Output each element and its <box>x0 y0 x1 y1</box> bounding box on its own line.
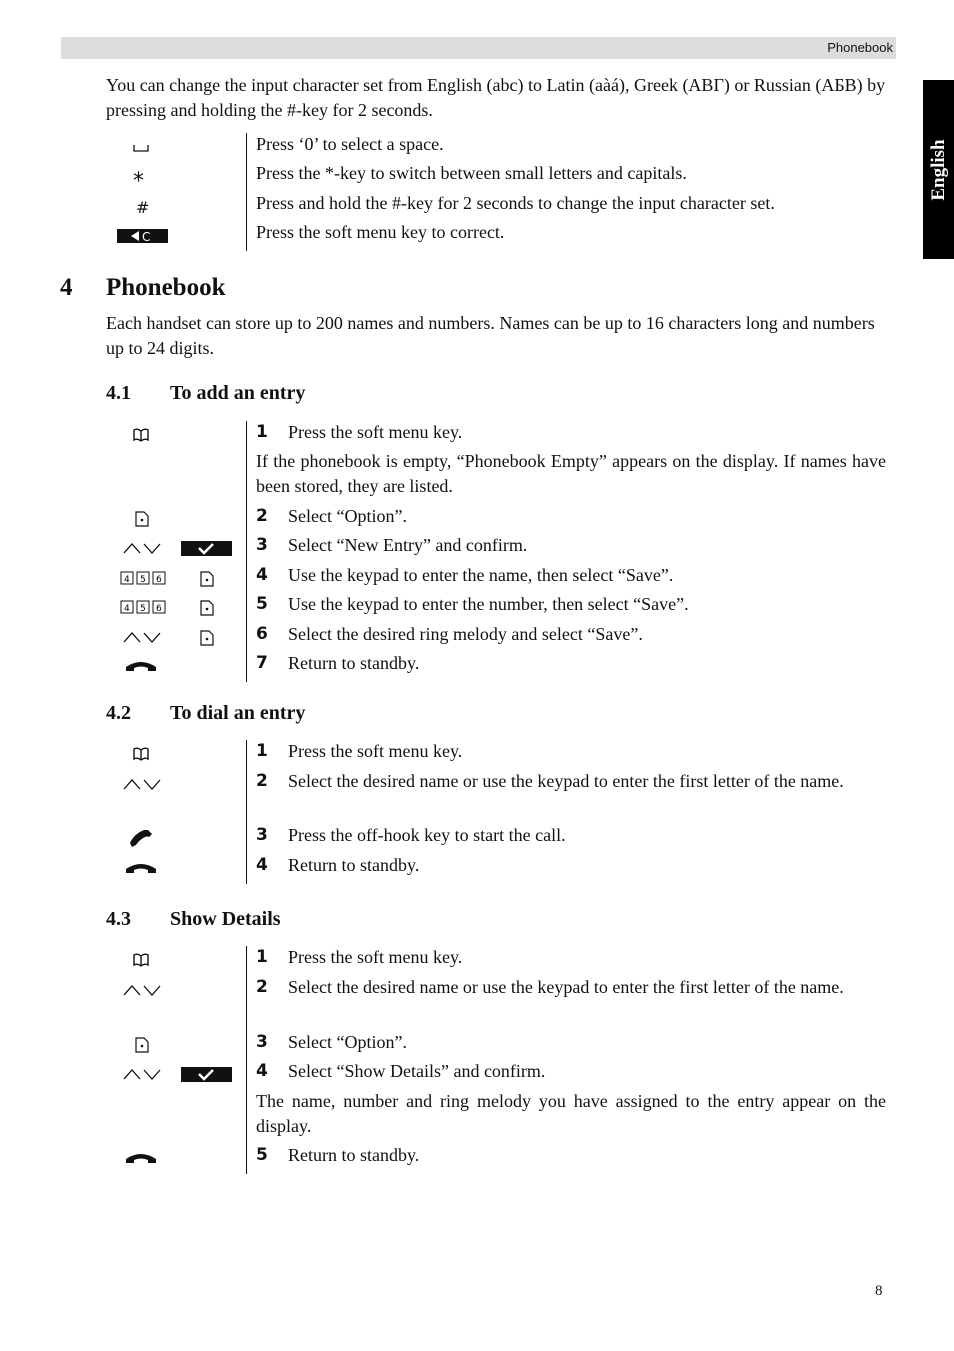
step-text: Select “New Entry” and confirm. <box>288 535 528 555</box>
divider <box>246 740 247 884</box>
step-number: 4 <box>256 1061 268 1081</box>
subsection-title: To dial an entry <box>170 702 306 724</box>
book-icon <box>133 953 149 972</box>
step-text: Return to standby. <box>288 1145 420 1165</box>
soft-key-icon <box>135 1037 149 1058</box>
svg-text:6: 6 <box>156 604 162 614</box>
soft-key-icon <box>200 630 214 651</box>
step-text: Press the soft menu key. <box>288 422 463 442</box>
step-text: Use the keypad to enter the number, then select “Save”. <box>288 594 689 614</box>
svg-text:4: 4 <box>124 604 130 614</box>
step-text: Press the off-hook key to start the call. <box>288 825 566 845</box>
subsection-title: Show Details <box>170 908 281 930</box>
section-body: Each handset can store up to 200 names and numbers. Names can be up to 16 characters long and numbers up to 24 digits. <box>106 313 875 358</box>
step-text: Select “Option”. <box>288 506 407 526</box>
step-text: Select “Option”. <box>288 1032 407 1052</box>
hash-key-icon: # <box>136 198 150 217</box>
soft-key-icon <box>200 600 214 621</box>
step-number: 4 <box>256 855 268 875</box>
svg-text:C: C <box>142 230 151 243</box>
step-number: 4 <box>256 565 268 585</box>
step-number: 2 <box>256 977 268 997</box>
step-text: Return to standby. <box>288 653 420 673</box>
off-hook-icon <box>128 828 154 853</box>
subsection-number: 4.1 <box>106 382 131 404</box>
nav-up-down-icon <box>122 777 164 796</box>
step-number: 6 <box>256 624 268 644</box>
step-note: If the phonebook is empty, “Phonebook Empty” appears on the display. If names have been stored, they are listed. <box>256 451 886 496</box>
star-key-icon: ⁎ <box>133 162 144 187</box>
header-bar <box>61 37 896 59</box>
step-number: 3 <box>256 1032 268 1052</box>
keypad-icon <box>120 600 166 619</box>
nav-up-down-icon <box>122 1067 164 1086</box>
on-hook-icon <box>124 1151 158 1170</box>
step-number: 5 <box>256 1145 268 1165</box>
step-number: 1 <box>256 947 268 967</box>
step-text: Return to standby. <box>288 855 420 875</box>
step-number: 3 <box>256 535 268 555</box>
step-number: 1 <box>256 422 268 442</box>
step-text: Select the desired ring melody and select “Save”. <box>288 624 643 644</box>
soft-key-icon <box>135 511 149 532</box>
confirm-key-icon <box>181 541 232 561</box>
step-number: 3 <box>256 825 268 845</box>
running-header: Phonebook <box>827 40 893 55</box>
nav-up-down-icon <box>122 983 164 1002</box>
soft-key-icon <box>200 571 214 592</box>
svg-text:4: 4 <box>124 575 130 585</box>
key-desc: Press the *-key to switch between small letters and capitals. <box>256 163 687 183</box>
section-number: 4 <box>60 274 73 301</box>
on-hook-icon <box>124 659 158 678</box>
nav-up-down-icon <box>122 541 164 560</box>
book-icon <box>133 428 149 447</box>
confirm-key-icon <box>181 1067 232 1087</box>
nav-up-down-icon <box>122 630 164 649</box>
section-title: Phonebook <box>106 274 226 301</box>
svg-text:6: 6 <box>156 575 162 585</box>
step-text: Press the soft menu key. <box>288 741 463 761</box>
intro-paragraph: You can change the input character set from English (abc) to Latin (aàá), Greek (ΑΒΓ) or Russian (АБВ) by pressing and holding the #-key for 2 seconds. <box>106 75 886 120</box>
subsection-number: 4.3 <box>106 908 131 930</box>
correct-key-icon <box>117 229 168 248</box>
keypad-icon <box>120 571 166 590</box>
language-tab-label: English <box>927 138 949 201</box>
step-number: 1 <box>256 741 268 761</box>
divider <box>246 133 247 251</box>
step-number: 5 <box>256 594 268 614</box>
on-hook-icon <box>124 861 158 880</box>
step-note: The name, number and ring melody you have assigned to the entry appear on the display. <box>256 1091 886 1136</box>
svg-text:5: 5 <box>140 575 146 585</box>
divider <box>246 946 247 1174</box>
subsection-number: 4.2 <box>106 702 131 724</box>
language-tab <box>923 80 954 259</box>
subsection-title: To add an entry <box>170 382 306 404</box>
key-desc: Press the soft menu key to correct. <box>256 222 505 242</box>
step-number: 2 <box>256 771 268 791</box>
divider <box>246 421 247 682</box>
book-icon <box>133 747 149 766</box>
key-desc: Press ‘0’ to select a space. <box>256 134 444 154</box>
space-key-icon <box>133 140 149 158</box>
step-text: Press the soft menu key. <box>288 947 463 967</box>
step-text: Select the desired name or use the keypad to enter the first letter of the name. <box>288 771 844 791</box>
step-text: Select the desired name or use the keypad to enter the first letter of the name. <box>288 977 844 997</box>
key-desc: Press and hold the #-key for 2 seconds to change the input character set. <box>256 193 775 213</box>
step-text: Use the keypad to enter the name, then select “Save”. <box>288 565 674 585</box>
step-number: 2 <box>256 506 268 526</box>
page-number: 8 <box>875 1283 883 1299</box>
svg-text:5: 5 <box>140 604 146 614</box>
step-number: 7 <box>256 653 268 673</box>
step-text: Select “Show Details” and confirm. <box>288 1061 546 1081</box>
